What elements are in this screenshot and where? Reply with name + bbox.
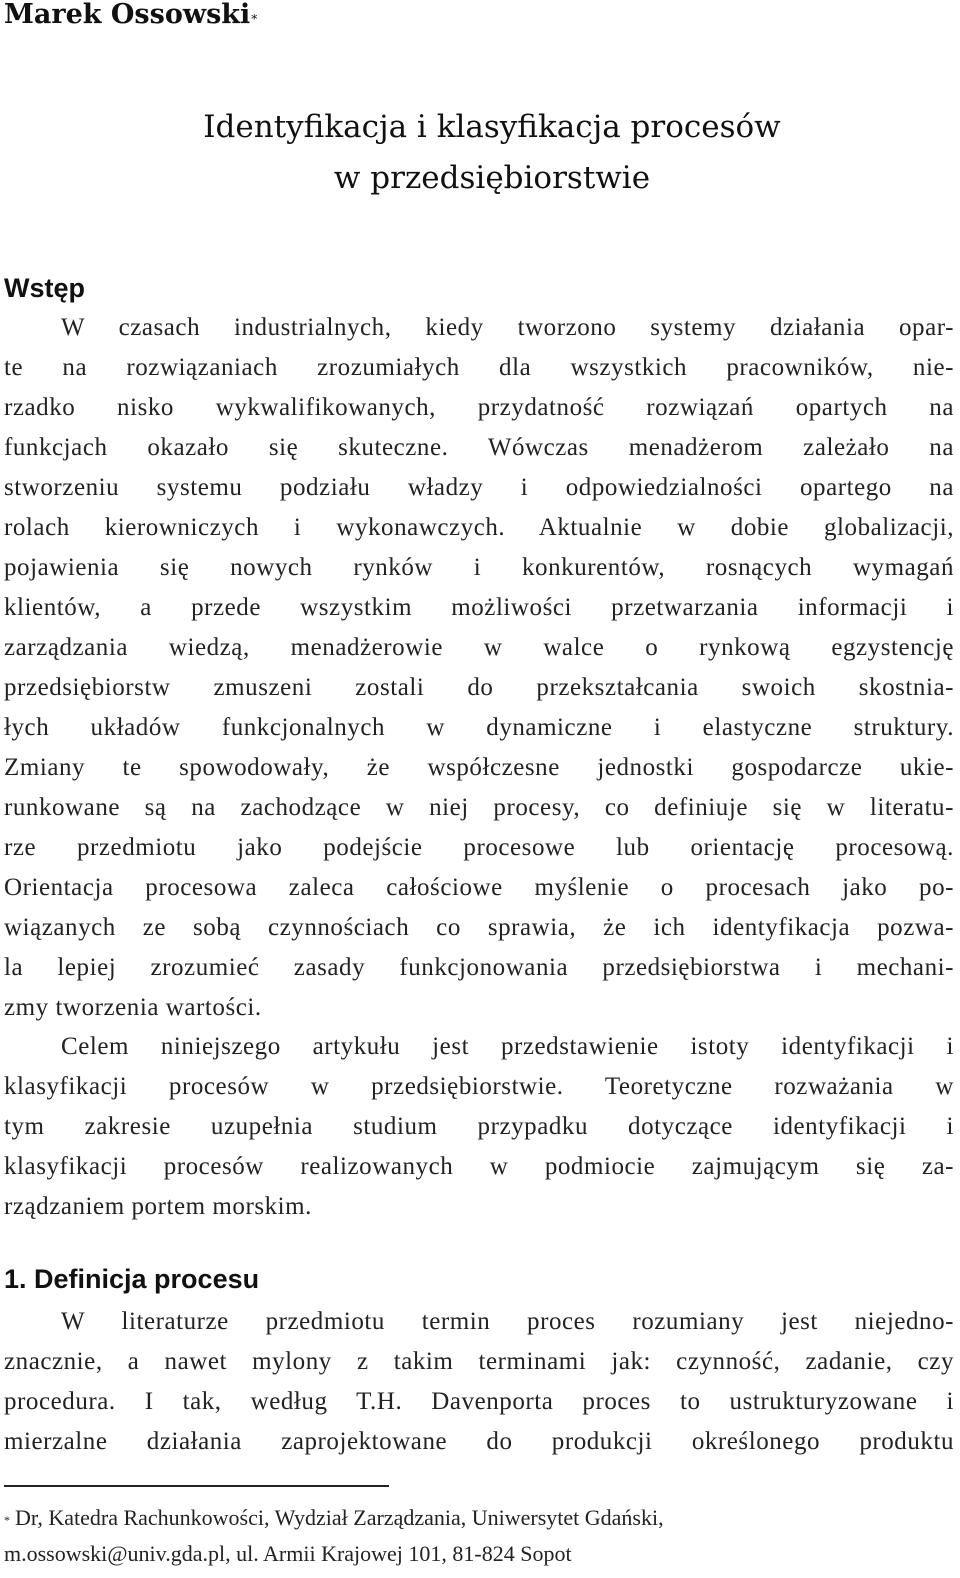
footnote-line-1 bbox=[4, 1500, 954, 1536]
article-title-line-2: w przedsiębiorstwie bbox=[333, 160, 651, 196]
text-line: tym zakresie uzupełnia studium przypadku dotyczące identyfikacji i bbox=[4, 1113, 954, 1140]
text-line: mierzalne działania zaprojektowane do produkcji określonego produktu bbox=[4, 1428, 954, 1455]
text-line: Orientacja procesowa zaleca całościowe myślenie o procesach jako po- bbox=[4, 874, 954, 901]
article-title-line-1: Identyfikacja i klasyfikacja procesów bbox=[203, 109, 781, 145]
text-line: rzadko nisko wykwalifikowanych, przydatność rozwiązań opartych na bbox=[4, 394, 954, 421]
text-line: zmy tworzenia wartości. bbox=[4, 994, 262, 1021]
text-line: znacznie, a nawet mylony z takim terminami jak: czynność, zadanie, czy bbox=[4, 1348, 954, 1375]
text-line: przedsiębiorstw zmuszeni zostali do przekształcania swoich skostnia- bbox=[4, 674, 954, 701]
footnote-line-2: m.ossowski@univ.gda.pl, ul. Armii Krajowej 101, 81-824 Sopot bbox=[4, 1541, 572, 1566]
section-heading-intro: Wstęp bbox=[4, 273, 85, 303]
text-line: funkcjach okazało się skuteczne. Wówczas menadżerom zależało na bbox=[4, 434, 954, 461]
text-line: la lepiej zrozumieć zasady funkcjonowania przedsiębiorstwa i mechani- bbox=[4, 954, 954, 981]
intro-paragraph bbox=[4, 308, 954, 1028]
text-line: klasyfikacji procesów realizowanych w podmiocie zajmującym się za- bbox=[4, 1153, 954, 1180]
text-line: zarządzania wiedzą, menadżerowie w walce o rynkową egzystencję bbox=[4, 634, 954, 661]
footnote-affiliation: Dr, Katedra Rachunkowości, Wydział Zarządzania, Uniwersytet Gdański, bbox=[15, 1505, 664, 1530]
section-heading-definition: 1. Definicja procesu bbox=[4, 1264, 260, 1294]
text-line: W literaturze przedmiotu termin proces rozumiany jest niejedno- bbox=[61, 1308, 954, 1335]
text-line: łych układów funkcjonalnych w dynamiczne i elastyczne struktury. bbox=[4, 714, 954, 741]
text-line: te na rozwiązaniach zrozumiałych dla wszystkich pracowników, nie- bbox=[4, 354, 954, 381]
footnote-separator bbox=[4, 1485, 389, 1487]
text-line: Zmiany te spowodowały, że współczesne jednostki gospodarcze ukie- bbox=[4, 754, 954, 781]
text-line: klientów, a przede wszystkim możliwości przetwarzania informacji i bbox=[4, 594, 954, 621]
author-footnote-mark: * bbox=[251, 12, 258, 26]
text-line: rządzaniem portem morskim. bbox=[4, 1193, 312, 1220]
footnote-mark: * bbox=[4, 1513, 10, 1527]
text-line: klasyfikacji procesów w przedsiębiorstwie. Teoretyczne rozważania w bbox=[4, 1073, 954, 1100]
definition-paragraph bbox=[4, 1302, 954, 1462]
text-line: wiązanych ze sobą czynnościach co sprawia, że ich identyfikacja pozwa- bbox=[4, 914, 954, 941]
text-line: pojawienia się nowych rynków i konkurentów, rosnących wymagań bbox=[4, 554, 954, 581]
goal-paragraph bbox=[4, 1027, 954, 1227]
text-line: W czasach industrialnych, kiedy tworzono systemy działania opar- bbox=[61, 314, 954, 341]
text-line: Celem niniejszego artykułu jest przedstawienie istoty identyfikacji i bbox=[61, 1033, 954, 1060]
text-line: stworzeniu systemu podziału władzy i odpowiedzialności opartego na bbox=[4, 474, 954, 501]
footnote bbox=[4, 1500, 954, 1572]
text-line: rze przedmiotu jako podejście procesowe lub orientację procesową. bbox=[4, 834, 954, 861]
text-line: procedura. I tak, według T.H. Davenporta proces to ustrukturyzowane i bbox=[4, 1388, 954, 1415]
text-line: runkowane są na zachodzące w niej procesy, co definiuje się w literatu- bbox=[4, 794, 954, 821]
author-name bbox=[4, 0, 257, 32]
author-name-text: Marek Ossowski bbox=[4, 0, 251, 30]
text-line: rolach kierowniczych i wykonawczych. Aktualnie w dobie globalizacji, bbox=[4, 514, 954, 541]
